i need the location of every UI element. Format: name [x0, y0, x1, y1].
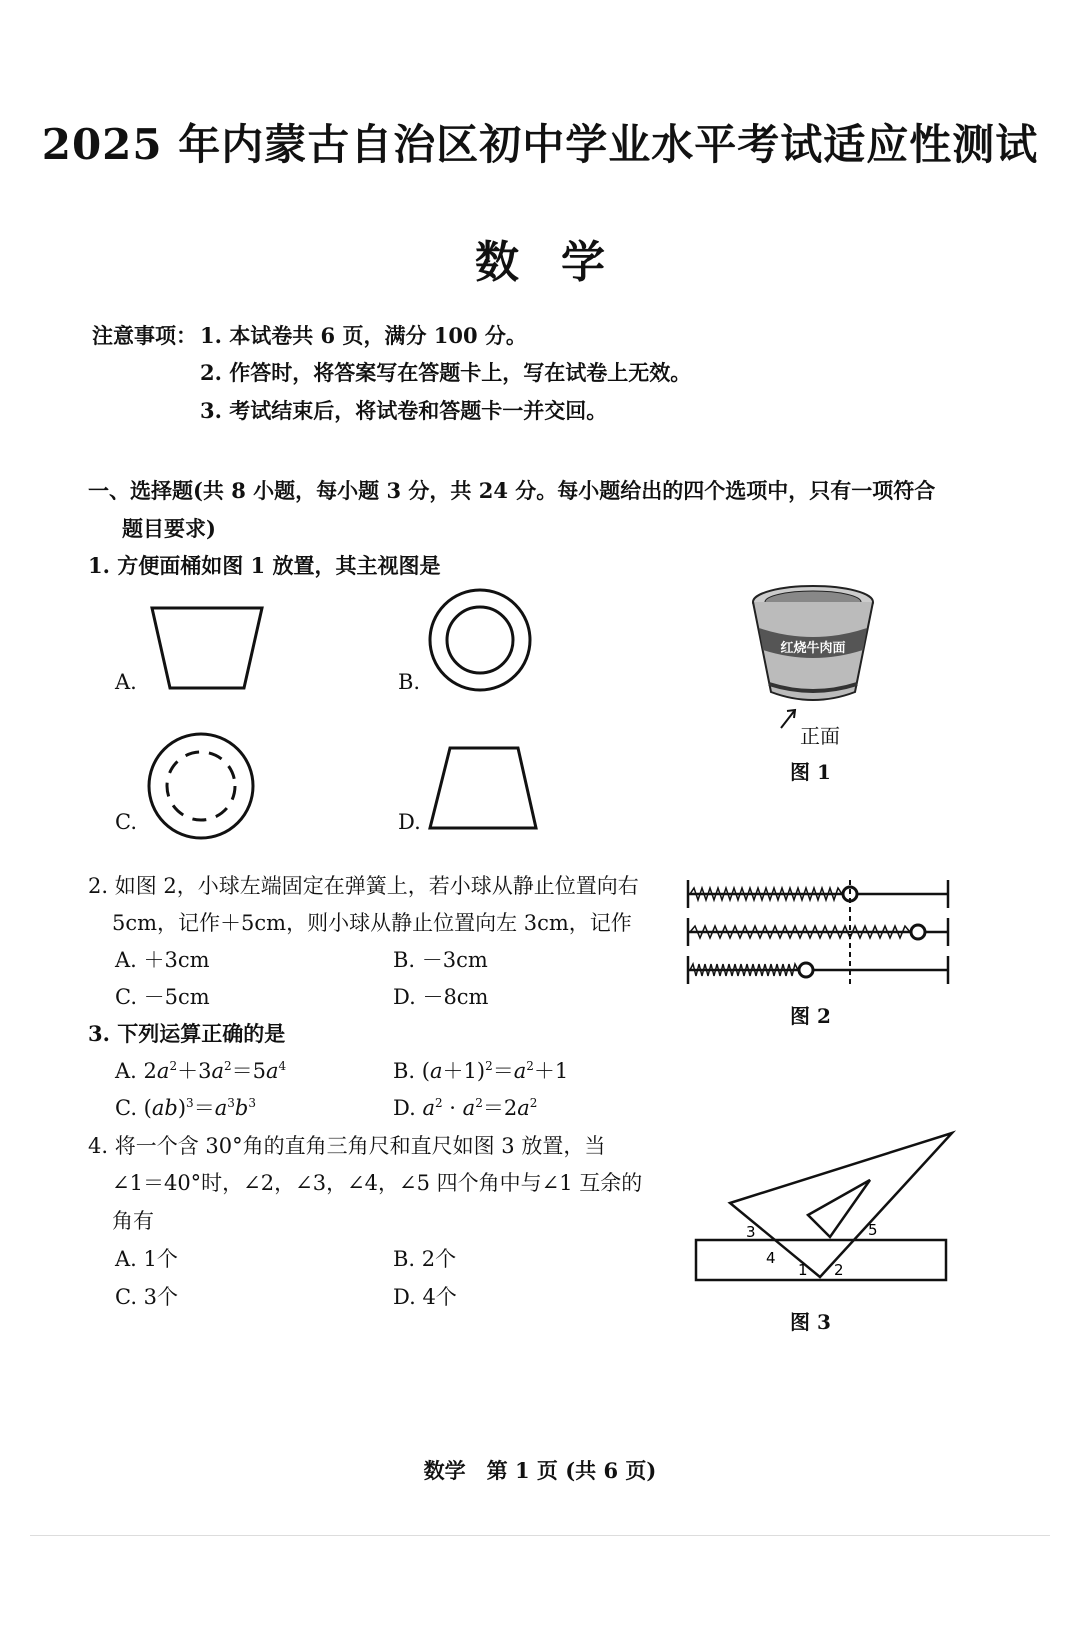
- subject-title: 数学: [475, 237, 647, 288]
- page-bottom-rule: [30, 1535, 1050, 1536]
- page-footer: 数学 第 1 页 (共 6 页): [423, 1458, 657, 1483]
- q2-option-c: C. －5cm: [115, 985, 210, 1009]
- question-3-stem: 3. 下列运算正确的是: [88, 1021, 286, 1046]
- figure-1-noodle-cup: [745, 580, 885, 740]
- angle-label-4: 4: [766, 1249, 776, 1267]
- question-2-line1: 2. 如图 2，小球左端固定在弹簧上，若小球从静止位置向右: [88, 874, 639, 898]
- q4-option-a: A. 1个: [115, 1247, 178, 1271]
- question-1-stem: 1. 方便面桶如图 1 放置，其主视图是: [88, 553, 441, 578]
- q1-option-b-figure: [425, 585, 535, 695]
- figure-3-caption: 图 3: [790, 1310, 831, 1334]
- q2-option-a: A. ＋3cm: [115, 948, 210, 972]
- notice-item-2: 2. 作答时，将答案写在答题卡上，写在试卷上无效。: [200, 360, 692, 385]
- notice-label: 注意事项：: [92, 323, 197, 348]
- question-4-line3: 角有: [112, 1209, 154, 1233]
- q3-option-b: B. $(a+1)^2=a^2+1$: [393, 1059, 569, 1083]
- q3-option-a: A. $2a^2+3a^2=5a^4$: [115, 1059, 287, 1083]
- angle-label-2: 2: [834, 1261, 844, 1279]
- cup-brand-text: 红烧牛肉面: [780, 641, 846, 656]
- figure-2-springs: [682, 872, 957, 992]
- figure-2-caption: 图 2: [790, 1004, 831, 1028]
- section-heading-cont: 题目要求): [122, 516, 216, 541]
- question-4-line1: 4. 将一个含 30°角的直角三角尺和直尺如图 3 放置，当: [88, 1134, 606, 1158]
- angle-label-5: 5: [868, 1221, 878, 1239]
- notice-item-3: 3. 考试结束后，将试卷和答题卡一并交回。: [200, 398, 608, 423]
- figure-3-set-square-ruler: [690, 1125, 960, 1290]
- q1-option-c-label: C.: [115, 810, 137, 834]
- q1-option-a-label: A.: [115, 670, 137, 694]
- figure-1-caption: 图 1: [790, 760, 831, 784]
- q2-option-d: D. －8cm: [393, 985, 489, 1009]
- q3-option-c: C. $(ab)^3=a^3b^3$: [115, 1096, 256, 1120]
- question-4-line2: ∠1＝40°时，∠2，∠3，∠4，∠5 四个角中与∠1 互余的: [112, 1171, 643, 1195]
- section-heading: 一、选择题(共 8 小题，每小题 3 分，共 24 分。每小题给出的四个选项中，只有一项符合: [88, 478, 936, 503]
- exam-title: 2025 年内蒙古自治区初中学业水平考试适应性测试: [41, 120, 1039, 169]
- q1-option-b-label: B.: [398, 670, 421, 694]
- question-2-line2: 5cm，记作＋5cm，则小球从静止位置向左 3cm，记作: [112, 911, 632, 935]
- q1-option-c-figure: [143, 728, 259, 844]
- q4-option-d: D. 4个: [393, 1285, 457, 1309]
- notice-item-1: 1. 本试卷共 6 页，满分 100 分。: [200, 323, 527, 348]
- angle-label-3: 3: [746, 1223, 756, 1241]
- q1-option-d-label: D.: [398, 810, 421, 834]
- q2-option-b: B. －3cm: [393, 948, 488, 972]
- figure-1-front-label: 正面: [800, 724, 840, 748]
- q3-option-d: D. $a^2 \cdot a^2=2a^2$: [393, 1096, 538, 1120]
- q1-option-a-figure: [140, 600, 280, 700]
- angle-label-1: 1: [798, 1261, 808, 1279]
- q4-option-c: C. 3个: [115, 1285, 179, 1309]
- q1-option-d-figure: [420, 740, 550, 840]
- q4-option-b: B. 2个: [393, 1247, 457, 1271]
